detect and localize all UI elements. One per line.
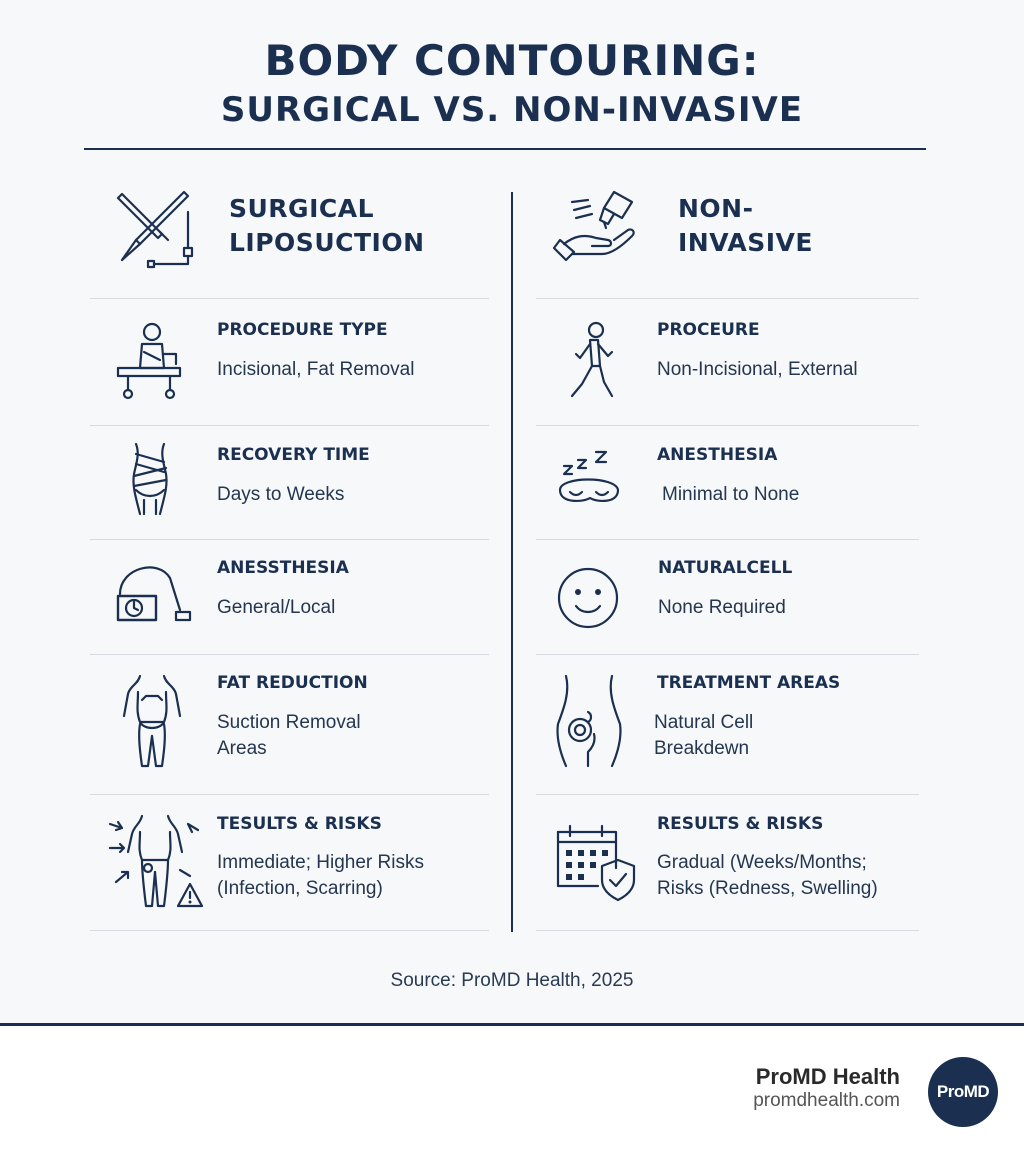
calendar-shield-icon bbox=[556, 822, 626, 902]
row-label: NATURALCELL bbox=[658, 558, 793, 578]
row-divider bbox=[536, 539, 919, 540]
row-divider bbox=[90, 539, 489, 540]
compression-garment-icon bbox=[114, 440, 184, 520]
row-divider bbox=[90, 794, 489, 795]
row-value: Minimal to None bbox=[662, 484, 800, 505]
row-value: Gradual (Weeks/Months; Risks (Redness, Swelling) bbox=[657, 852, 878, 899]
row-divider bbox=[90, 930, 489, 931]
column-divider bbox=[511, 192, 513, 932]
surgical-column-title: SURGICAL LIPOSUCTION bbox=[229, 194, 425, 257]
row-divider bbox=[90, 425, 489, 426]
row-divider bbox=[536, 298, 919, 299]
sleep-mask-icon bbox=[556, 446, 626, 526]
row-value: Days to Weeks bbox=[217, 484, 345, 505]
brand-url[interactable]: promdhealth.com bbox=[753, 1090, 900, 1111]
smiley-face-icon bbox=[556, 566, 626, 646]
source-citation: Source: ProMD Health, 2025 bbox=[390, 970, 634, 991]
row-label: ANESTHESIA bbox=[657, 445, 778, 465]
row-label: FAT REDUCTION bbox=[217, 673, 368, 693]
row-divider bbox=[536, 794, 919, 795]
row-label: TESULTS & RISKS bbox=[217, 814, 382, 834]
body-risk-warning-icon bbox=[108, 810, 178, 890]
page-subtitle: SURGICAL VS. NON-INVASIVE bbox=[220, 90, 804, 130]
row-value: Suction Removal Areas bbox=[217, 712, 361, 759]
row-label: TREATMENT AREAS bbox=[657, 673, 841, 693]
row-label: RESULTS & RISKS bbox=[657, 814, 824, 834]
row-divider bbox=[90, 298, 489, 299]
row-divider bbox=[536, 654, 919, 655]
row-value: Immediate; Higher Risks (Infection, Scarring) bbox=[217, 852, 424, 899]
row-value: Incisional, Fat Removal bbox=[217, 359, 415, 380]
header-divider bbox=[84, 148, 926, 150]
scalpel-cannula-icon bbox=[114, 188, 194, 268]
row-label: RECOVERY TIME bbox=[217, 445, 370, 465]
patient-on-table-icon bbox=[114, 320, 184, 400]
brand-logo: ProMD bbox=[928, 1057, 998, 1127]
row-value: None Required bbox=[658, 597, 786, 618]
hand-applicator-icon bbox=[552, 188, 632, 268]
row-divider bbox=[90, 654, 489, 655]
page-title: BODY CONTOURING: bbox=[264, 36, 760, 85]
walking-person-icon bbox=[560, 320, 630, 400]
body-figure-icon bbox=[122, 672, 192, 752]
row-value: Non-Incisional, External bbox=[657, 359, 858, 380]
row-value: General/Local bbox=[217, 597, 336, 618]
abdomen-target-icon bbox=[554, 672, 624, 752]
row-value: Natural Cell Breakdewn bbox=[654, 712, 754, 759]
brand-name: ProMD Health bbox=[755, 1064, 900, 1089]
row-divider bbox=[536, 425, 919, 426]
row-divider bbox=[536, 930, 919, 931]
row-label: ANESSTHESIA bbox=[217, 558, 349, 578]
row-label: PROCEDURE TYPE bbox=[217, 320, 388, 340]
noninvasive-column-title: NON- INVASIVE bbox=[678, 194, 813, 257]
suction-machine-icon bbox=[114, 554, 184, 634]
row-label: PROCEURE bbox=[657, 320, 760, 340]
